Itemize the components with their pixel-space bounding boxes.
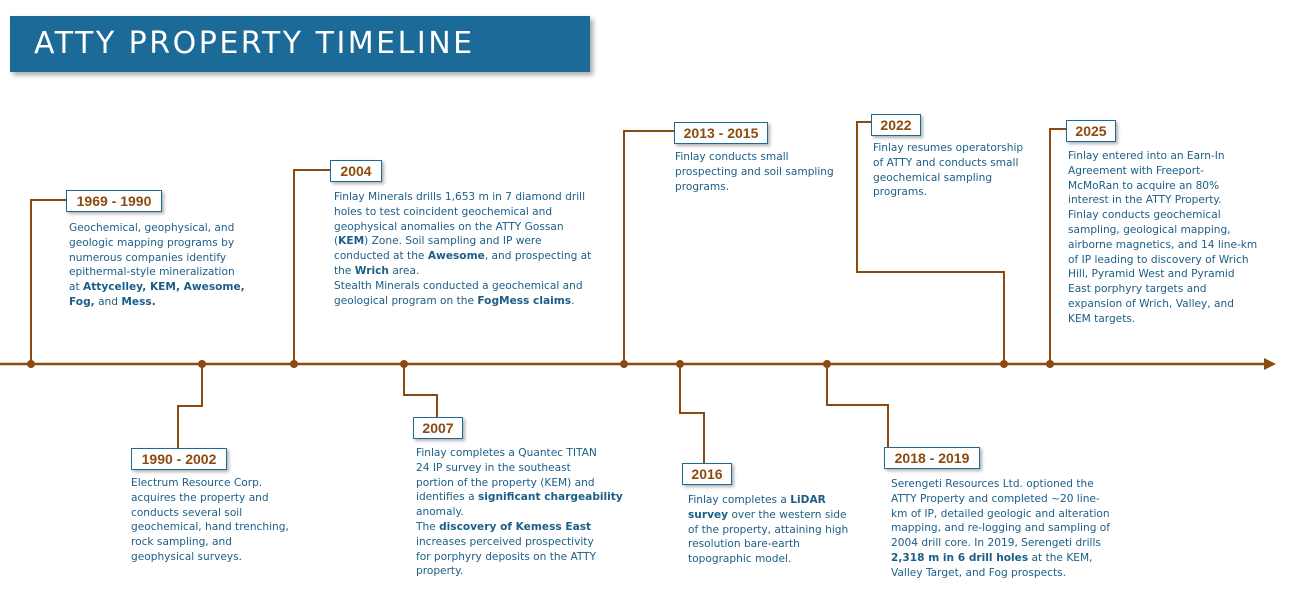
date-label-2016: 2016 — [682, 463, 732, 485]
date-label-2013-2015: 2013 - 2015 — [674, 122, 768, 144]
description-line: Finlay completes a Quantec TITAN — [416, 447, 597, 459]
description-line: Finlay entered into an Earn-In — [1068, 150, 1225, 162]
bold-highlight: significant chargeability — [477, 491, 623, 504]
event-description-2016 — [688, 493, 848, 567]
description-line: mapping, and re-logging and sampling of — [891, 522, 1111, 535]
description-line: 2,318 m in 6 drill holes at the KEM, — [891, 551, 1093, 564]
description-line: acquires the property and — [131, 491, 269, 504]
description-line: geochemical, hand trenching, — [131, 521, 289, 534]
description-line: property. — [416, 565, 464, 578]
bold-highlight: 2,318 m in 6 drill holes — [891, 551, 1029, 564]
bold-highlight: LiDAR — [790, 494, 826, 506]
bold-highlight: KEM — [338, 235, 365, 248]
connector-2004 — [294, 170, 331, 364]
bold-highlight: discovery of Kemess East — [439, 520, 592, 533]
date-label-2022: 2022 — [871, 114, 921, 136]
description-line: of IP leading to discovery of Wrich — [1068, 253, 1249, 266]
description-line: 24 IP survey in the southeast — [416, 461, 571, 474]
bold-highlight: survey — [688, 508, 729, 521]
bold-highlight: Attycelley, KEM, Awesome, — [83, 281, 245, 294]
description-line: Agreement with Freeport- — [1068, 164, 1205, 177]
connector-2007 — [404, 364, 437, 417]
description-line: the Wrich area. — [334, 264, 420, 277]
description-line: geological program on the FogMess claims. — [334, 294, 575, 307]
description-line: programs. — [873, 186, 928, 199]
description-line: Finlay resumes operatorship — [873, 142, 1024, 154]
description-line: McMoRan to acquire an 80% — [1068, 179, 1220, 192]
description-line: geophysical anomalies on the ATTY Gossan — [334, 220, 564, 233]
description-line: Hill, Pyramid West and Pyramid — [1068, 268, 1235, 281]
bold-highlight: Awesome — [427, 250, 485, 263]
description-line: interest in the ATTY Property. — [1068, 194, 1222, 207]
description-line: Serengeti Resources Ltd. optioned the — [891, 478, 1094, 490]
event-description-2013-2015 — [675, 150, 834, 194]
timeline-dot — [290, 360, 298, 368]
timeline-dot — [1046, 360, 1054, 368]
description-line: geologic mapping programs by — [69, 236, 235, 249]
event-description-2022 — [873, 141, 1023, 200]
description-line: KEM targets. — [1068, 312, 1136, 325]
description-line: geophysical surveys. — [131, 550, 243, 563]
bold-highlight: Fog, — [69, 295, 95, 308]
description-line: Finlay Minerals drills 1,653 m in 7 diamond drill — [334, 191, 586, 203]
date-label-1990-2002: 1990 - 2002 — [131, 448, 227, 470]
description-line: programs. — [675, 180, 730, 193]
description-line: sampling, geological mapping, — [1068, 223, 1231, 236]
date-label-2004: 2004 — [330, 160, 382, 182]
description-line: prospecting and soil sampling — [675, 165, 834, 178]
description-line: 2004 drill core. In 2019, Serengeti drills — [891, 537, 1101, 550]
connector-2025 — [1050, 129, 1066, 364]
bold-highlight: Wrich — [354, 264, 389, 277]
date-label-2007: 2007 — [413, 417, 463, 439]
description-line: identifies a significant chargeability — [416, 491, 623, 504]
description-line: resolution bare-earth — [688, 538, 800, 551]
description-line: portion of the property (KEM) and — [416, 476, 595, 489]
timeline-dot — [1000, 360, 1008, 368]
description-line: Electrum Resource Corp. — [131, 477, 263, 489]
event-description-2018-2019 — [891, 477, 1110, 581]
description-line: Finlay conducts small — [675, 151, 789, 163]
description-line: Finlay conducts geochemical — [1068, 209, 1221, 222]
description-line: epithermal-style mineralization — [69, 266, 235, 279]
description-line: holes to test coincident geochemical and — [334, 205, 553, 218]
description-line: Stealth Minerals conducted a geochemical and — [334, 279, 583, 292]
timeline-dot — [400, 360, 408, 368]
date-label-2018-2019: 2018 - 2019 — [884, 447, 980, 469]
description-line: Valley Target, and Fog prospects. — [891, 566, 1067, 579]
bold-highlight: FogMess claims — [477, 294, 572, 307]
description-line: conducts several soil — [131, 506, 243, 519]
description-line: Fog, and Mess. — [69, 295, 156, 308]
timeline-dot — [676, 360, 684, 368]
description-line: expansion of Wrich, Valley, and — [1068, 297, 1234, 310]
timeline-arrowhead — [1264, 358, 1276, 370]
description-line: of ATTY and conducts small — [873, 156, 1019, 169]
event-description-2025 — [1068, 149, 1257, 327]
event-description-2004 — [334, 190, 591, 308]
description-line: geochemical sampling — [873, 171, 993, 184]
bold-highlight: Mess. — [121, 295, 156, 308]
connector-2013-2015 — [624, 131, 674, 364]
description-line: rock sampling, and — [131, 536, 232, 549]
description-line: ATTY Property and completed ~20 line- — [891, 492, 1100, 505]
connector-2018-2019 — [827, 364, 888, 447]
timeline-dot — [823, 360, 831, 368]
description-line: airborne magnetics, and 14 line-km — [1068, 238, 1258, 251]
timeline-dot — [198, 360, 206, 368]
timeline-dot — [27, 360, 35, 368]
description-line: km of IP, detailed geologic and alteration — [891, 507, 1110, 520]
description-line: at Attycelley, KEM, Awesome, — [69, 281, 245, 294]
description-line: survey over the western side — [688, 508, 847, 521]
connector-1990-2002 — [178, 364, 202, 448]
description-line: for porphyry deposits on the ATTY — [416, 550, 597, 563]
description-line: East porphyry targets and — [1068, 283, 1207, 296]
description-line: (KEM) Zone. Soil sampling and IP were — [334, 235, 542, 248]
connector-1969-1990 — [31, 200, 67, 364]
date-label-2025: 2025 — [1066, 120, 1116, 142]
description-line: of the property, attaining high — [688, 523, 849, 536]
description-line: Finlay completes a LiDAR — [688, 494, 826, 506]
description-line: numerous companies identify — [69, 251, 227, 264]
description-line: increases perceived prospectivity — [416, 535, 594, 548]
description-line: The discovery of Kemess East — [416, 520, 592, 533]
description-line: topographic model. — [688, 553, 792, 566]
description-line: Geochemical, geophysical, and — [69, 222, 235, 234]
event-description-1969-1990 — [69, 221, 245, 310]
event-description-1990-2002 — [131, 476, 289, 565]
timeline-dot — [620, 360, 628, 368]
page-title: ATTY PROPERTY TIMELINE — [34, 26, 475, 61]
description-line: anomaly. — [416, 506, 464, 519]
event-description-2007 — [416, 446, 623, 579]
connector-2016 — [680, 364, 704, 463]
description-line: conducted at the Awesome, and prospecting at — [334, 250, 592, 263]
date-label-1969-1990: 1969 - 1990 — [66, 190, 162, 212]
